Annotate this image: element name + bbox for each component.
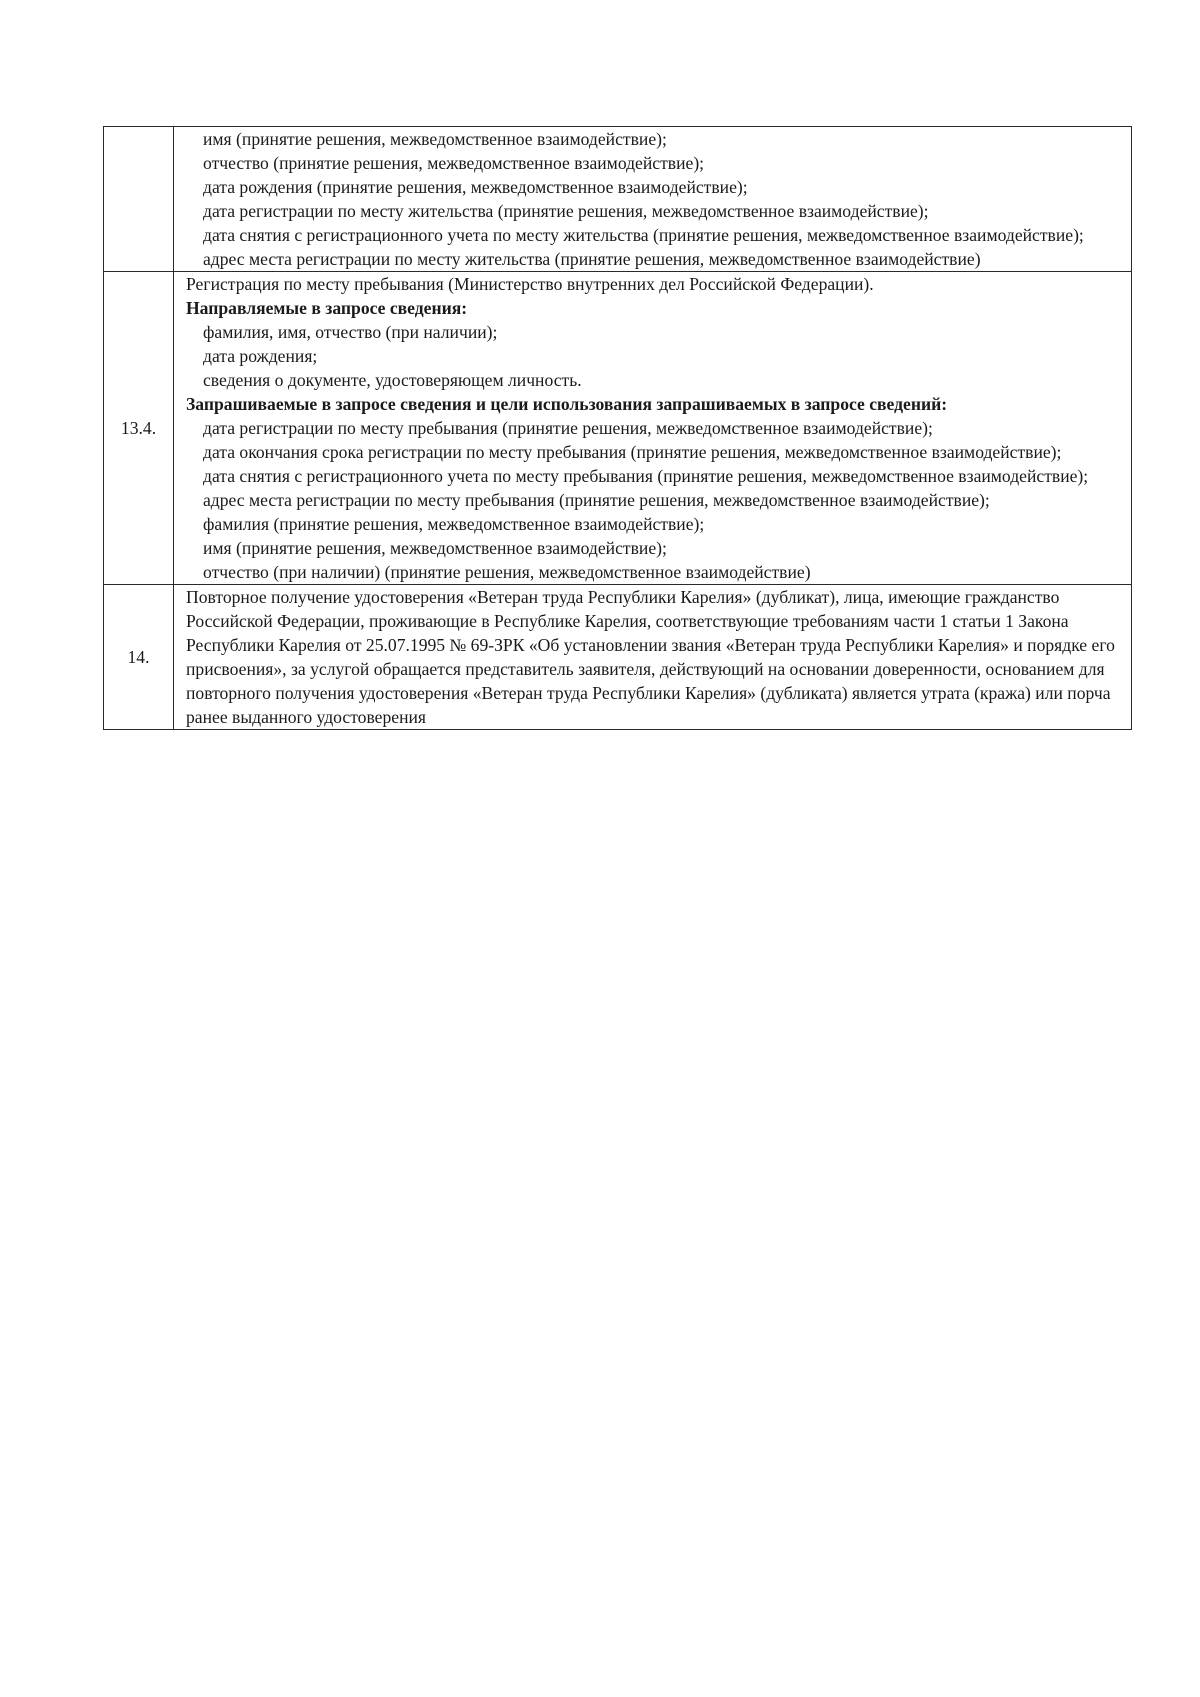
list-item: дата рождения; — [203, 346, 318, 366]
table-row-continuation — [104, 127, 1132, 272]
list-item: дата снятия с регистрационного учета по месту пребывания (принятие решения, межведомственное взаимодействие); — [203, 466, 1089, 486]
services-table — [103, 126, 1132, 730]
list-item: дата регистрации по месту жительства (принятие решения, межведомственное взаимодействие); — [203, 201, 929, 221]
table-row-14 — [104, 585, 1132, 730]
list-item: адрес места регистрации по месту жительства (принятие решения, межведомственное взаимодействие) — [203, 249, 981, 269]
list-item: фамилия (принятие решения, межведомственное взаимодействие); — [203, 514, 705, 534]
row-number — [104, 127, 174, 272]
list-item: дата рождения (принятие решения, межведомственное взаимодействие); — [203, 177, 748, 197]
list-item: фамилия, имя, отчество (при наличии); — [203, 322, 498, 342]
list-item: имя (принятие решения, межведомственное взаимодействие); — [203, 129, 667, 149]
list-item: дата снятия с регистрационного учета по месту жительства (принятие решения, межведомственное взаимодействие); — [203, 225, 1084, 245]
row-number: 13.4. — [104, 272, 174, 585]
row-content — [174, 127, 1132, 272]
list-item: отчество (при наличии) (принятие решения, межведомственное взаимодействие) — [203, 562, 811, 582]
service-description: Повторное получение удостоверения «Ветеран труда Республики Карелия» (дубликат), лица, имеющие гражданство Российской Федерации, проживающие в Республике Карелия, соответствующие требованиям части 1 статьи 1 Закона Республики Карелия от 25.07.1995 № 69-ЗРК «Об установлении звания «Ветеран труда Республики Карелия» и порядке его присвоения», за услугой обращается представитель заявителя, действующий на основании доверенности, основанием для повторного получения удостоверения «Ветеран труда Республики Карелия» (дубликата) является утрата (кража) или порча ранее выданного удостоверения — [186, 587, 1115, 727]
section-intro: Регистрация по месту пребывания (Министерство внутренних дел Российской Федерации). — [186, 274, 874, 294]
list-item: дата регистрации по месту пребывания (принятие решения, межведомственное взаимодействие); — [203, 418, 933, 438]
list-item: имя (принятие решения, межведомственное взаимодействие); — [203, 538, 667, 558]
row-number: 14. — [104, 585, 174, 730]
list-item: сведения о документе, удостоверяющем личность. — [203, 370, 582, 390]
requested-data-heading: Запрашиваемые в запросе сведения и цели использования запрашиваемых в запросе сведений: — [186, 394, 948, 414]
list-item: отчество (принятие решения, межведомственное взаимодействие); — [203, 153, 705, 173]
list-item: адрес места регистрации по месту пребывания (принятие решения, межведомственное взаимодействие); — [203, 490, 990, 510]
list-item: дата окончания срока регистрации по месту пребывания (принятие решения, межведомственное взаимодействие); — [203, 442, 1062, 462]
sent-data-heading: Направляемые в запросе сведения: — [186, 298, 468, 318]
table-row-13-4 — [104, 272, 1132, 585]
row-content — [174, 585, 1132, 730]
row-content — [174, 272, 1132, 585]
